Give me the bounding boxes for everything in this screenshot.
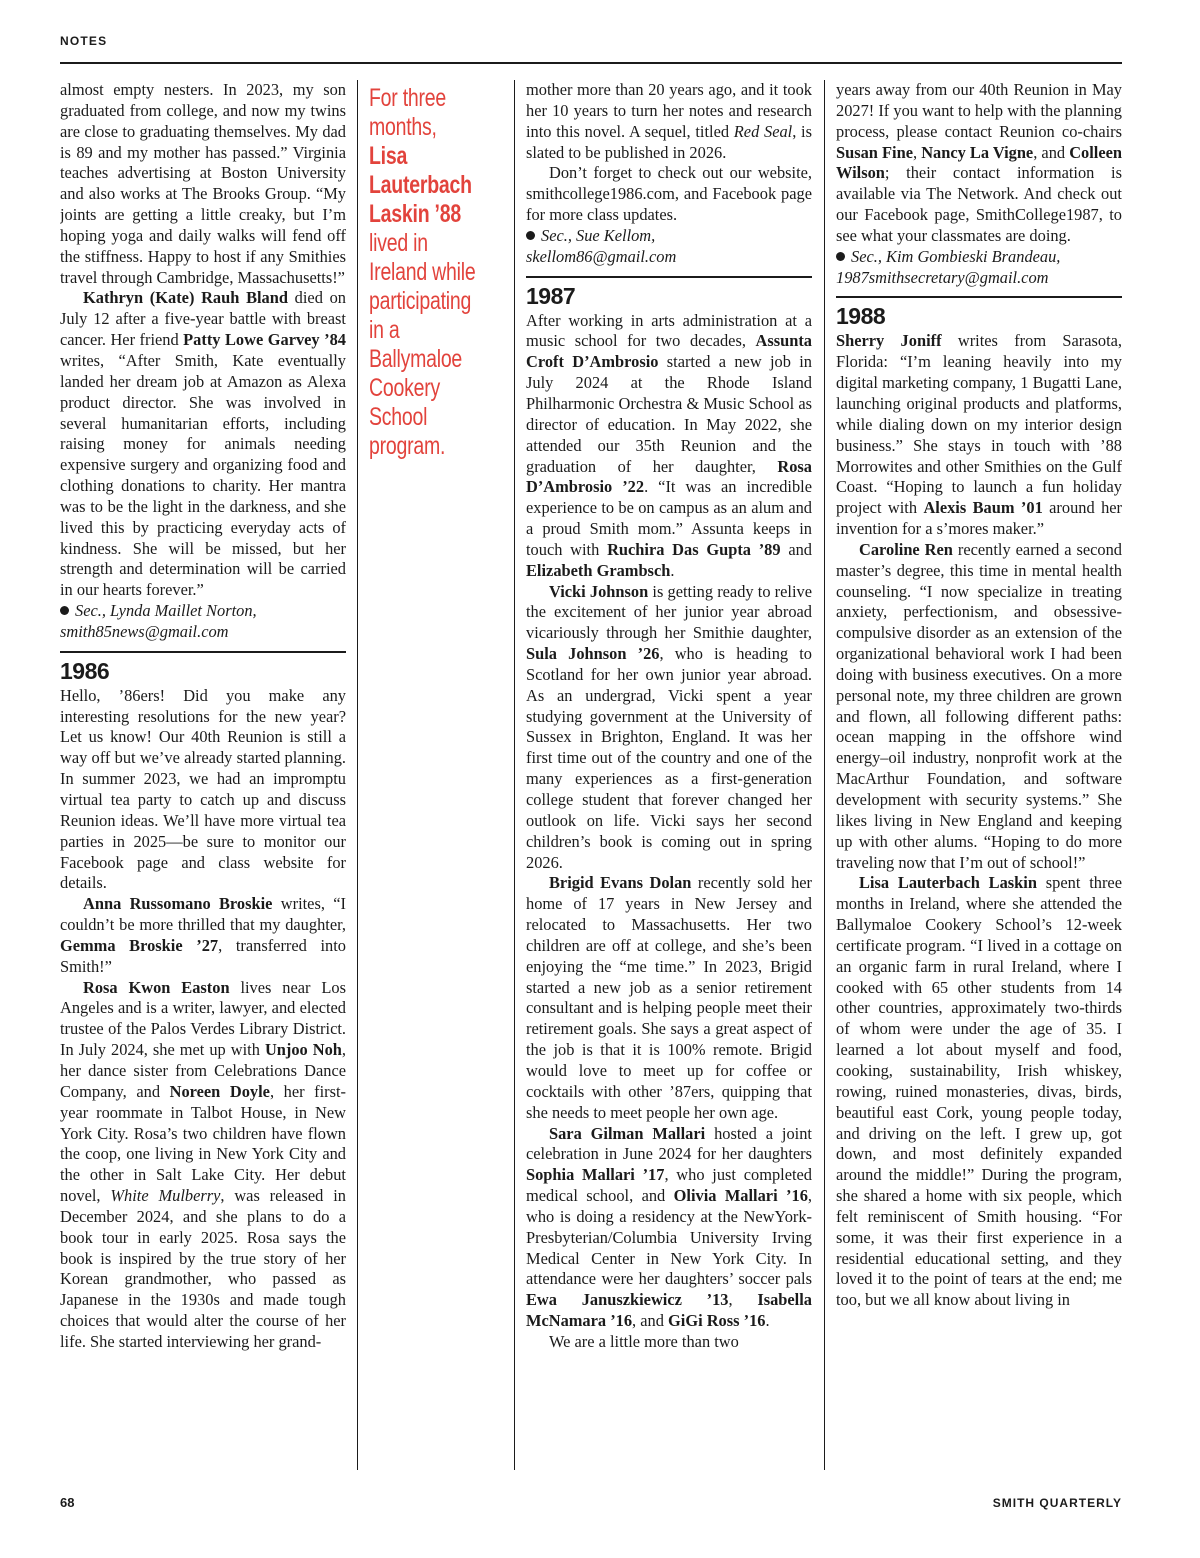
person-name: Rosa Kwon Easton bbox=[83, 977, 230, 997]
section-rule bbox=[60, 651, 346, 653]
paragraph: Hello, ’86ers! Did you make any interesting resolutions for the new year? Let us know! Our 40th Reunion is still a way off but we’ve already started planning. In summer 2023, we had an impromptu virtual tea party to catch up and discuss Reunion ideas. We’ll have more virtual tea parties in 2025—be sure to monitor our Facebook page and class website for details. bbox=[60, 685, 346, 893]
person-name: Alexis Baum ’01 bbox=[923, 498, 1043, 518]
person-name: Ruchira Das Gupta ’89 bbox=[607, 539, 781, 559]
book-title: Red Seal bbox=[733, 121, 793, 141]
text-run: , bbox=[912, 142, 922, 162]
text-run: mother more than 20 years ago, and it took her 10 years to turn her notes and research into this novel. A sequel, titled bbox=[526, 80, 812, 141]
person-name: Nancy La Vigne bbox=[921, 142, 1034, 162]
top-rule bbox=[60, 62, 1122, 64]
person-name: Sophia Mallari ’17 bbox=[526, 1165, 665, 1185]
paragraph bbox=[526, 80, 812, 163]
paragraph bbox=[526, 311, 812, 582]
paragraph bbox=[526, 582, 812, 874]
text-run: years away from our 40th Reunion in May 2027! If you want to help with the planning process, please contact Reunion co-chairs bbox=[836, 80, 1122, 141]
section-rule bbox=[836, 296, 1122, 298]
paragraph: We are a little more than two bbox=[549, 1331, 739, 1351]
person-name: Gemma Broskie ’27 bbox=[60, 935, 219, 955]
text-run: . bbox=[765, 1311, 770, 1331]
text-run: and bbox=[780, 539, 812, 559]
text-run: writes, “I couldn’t be more thrilled that my daughter, bbox=[60, 894, 346, 935]
column-3 bbox=[526, 80, 812, 1470]
text-run: is getting ready to relive the excitement of her junior year abroad vicariously through her Smithie daughter, bbox=[526, 581, 812, 643]
paragraph bbox=[60, 288, 346, 601]
secretary-name: Sec., Sue Kellom, bbox=[541, 225, 656, 245]
text-run: ; their contact information is available via The Network. And check out our Facebook page, SmithCollege1987, to see what your classmates are doing. bbox=[836, 163, 1122, 245]
text-run: writes, “After Smith, Kate eventually landed her dream job at Amazon as Alexa product director. She was involved in several humanitarian efforts, including raising money for animals needing expensive surgery and organizing food and clothing donations to charity. Her mantra was to be the light in the darkness, and she lived this by practicing everyday acts of kindness. She will be missed, but her strength and determination will be carried in our hearts forever.” bbox=[60, 350, 346, 600]
text-run: around her invention for a s’mores maker.” bbox=[836, 498, 1122, 539]
person-name: Caroline Ren bbox=[859, 539, 953, 559]
paragraph bbox=[60, 978, 346, 1353]
paragraph: Don’t forget to check out our website, smithcollege1986.com, and Facebook page for more class updates. bbox=[526, 163, 812, 225]
bullet-dot-icon bbox=[526, 231, 535, 240]
paragraph bbox=[836, 873, 1122, 1311]
text-run: After working in arts administration at a music school for two decades, bbox=[526, 310, 812, 351]
pull-quote-name: Lisa Lauterbach Laskin ’88 bbox=[369, 142, 472, 228]
text-run: , her first-year roommate in Talbot House, in New York City. Rosa’s two children have flown the coop, one living in New York City and the other in Salt Lake City. Her debut novel, bbox=[60, 1081, 346, 1206]
page-number: 68 bbox=[60, 1495, 75, 1510]
person-name: Rosa D’Ambrosio ’22 bbox=[526, 456, 812, 497]
secretary-name: Sec., Lynda Maillet Norton, bbox=[75, 601, 257, 621]
person-name: Vicki Johnson bbox=[549, 581, 649, 601]
person-name: Sherry Joniff bbox=[836, 331, 942, 351]
text-run: , bbox=[728, 1290, 758, 1310]
class-year-heading: 1986 bbox=[60, 657, 110, 684]
text-run: hosted a joint celebration in June 2024 for her daughters bbox=[526, 1123, 812, 1164]
person-name: Brigid Evans Dolan bbox=[549, 873, 692, 893]
publication-name: SMITH QUARTERLY bbox=[992, 1496, 1122, 1510]
person-name: Olivia Mallari ’16 bbox=[673, 1186, 808, 1206]
secretary-email: 1987smithsecretary@gmail.com bbox=[836, 267, 1049, 287]
person-name: Elizabeth Grambsch bbox=[526, 560, 671, 580]
text-run: , and bbox=[632, 1311, 669, 1331]
person-name: Unjoo Noh bbox=[264, 1040, 342, 1060]
bullet-dot-icon bbox=[60, 606, 69, 615]
text-run: , who is doing a residency at the NewYork-Presbyterian/Columbia University Irving Medical Center in New York City. In attendance were her daughters’ soccer pals bbox=[526, 1186, 812, 1289]
person-name: GiGi Ross ’16 bbox=[668, 1311, 766, 1331]
person-name: Isabella McNamara ’16 bbox=[526, 1290, 812, 1331]
class-secretary-signature bbox=[60, 601, 346, 643]
paragraph bbox=[836, 80, 1122, 247]
secretary-email: smith85news@gmail.com bbox=[60, 621, 229, 641]
person-name: Noreen Doyle bbox=[169, 1081, 270, 1101]
person-name: Sula Johnson ’26 bbox=[526, 644, 660, 664]
text-run: , was released in December 2024, and she plans to do a book tour in early 2025. Rosa says the book is inspired by the true story of her Korean grandmother, who passed as Japanese in the 1930s and made tough choices that would alter the course of her life. She started interviewing her grand- bbox=[60, 1186, 346, 1351]
text-run: . bbox=[670, 560, 675, 580]
text-run: spent three months in Ireland, where she attended the Ballymaloe Cookery School’s 12-week certificate program. “I lived in a cottage on an organic farm in rural Ireland, where I cooked with 65 other students from 14 other countries, approximately two-thirds of whom were under the age of 35. I learned a lot about myself and food, cooking, sustainability, Irish whiskey, rowing, ruined monasteries, divas, birds, beautiful east Cork, young people today, and driving on the left. I grew up, got down, and most definitely expanded around the middle!” During the program, she shared a home with six people, which felt reminiscent of Smith housing. “For some, it was their first experience in a residential educational setting, and they loved it to the point of tears at the end; me too, but we all know about living in bbox=[836, 873, 1122, 1310]
column-divider bbox=[357, 80, 358, 1470]
text-run: recently sold her home of 17 years in New Jersey and relocated to Massachusetts. Her two children are off at college, and she’s been enjoying the “me time.” In 2023, Brigid started a new job as a senior retirement consultant and is helping people meet their retirement goals. She says a great aspect of the job is that it is 100% remote. Brigid would love to meet up for coffee or cocktails with other ’87ers, quipping that she needs to meet people her own age. bbox=[526, 873, 812, 1122]
secretary-name: Sec., Kim Gombieski Brandeau, bbox=[851, 246, 1061, 266]
text-run: writes from Sarasota, Florida: “I’m leaning heavily into my digital marketing company, 1 Bugatti Lane, launching original products and platforms, while dialing down on my interior design business.” She stays in touch with ’88 Morrowites and other Smithies on the Gulf Coast. “Hoping to launch a fun holiday project with bbox=[836, 331, 1122, 518]
class-secretary-signature bbox=[836, 247, 1122, 289]
person-name: Ewa Januszkiewicz ’13 bbox=[526, 1290, 729, 1310]
text-run: , who just completed medical school, and bbox=[526, 1165, 812, 1206]
class-secretary-signature bbox=[526, 226, 812, 268]
person-name: Anna Russomano Broskie bbox=[83, 894, 273, 914]
person-name: Colleen Wilson bbox=[836, 142, 1122, 183]
paragraph bbox=[60, 894, 346, 977]
section-label: NOTES bbox=[60, 34, 108, 48]
text-run: . “It was an incredible experience to be on campus as an alum and a proud Smith mom.” Assunta keeps in touch with bbox=[526, 477, 812, 559]
text-run: , is slated to be published in 2026. bbox=[526, 121, 812, 162]
paragraph bbox=[836, 331, 1122, 539]
paragraph bbox=[526, 873, 812, 1123]
pull-quote-text: For three months, bbox=[369, 84, 447, 141]
book-title: White Mulberry bbox=[110, 1186, 221, 1206]
secretary-email: skellom86@gmail.com bbox=[526, 246, 677, 266]
text-run: started a new job in July 2024 at the Rhode Island Philharmonic Orchestra & Music School as director of education. In May 2022, she attended our 35th Reunion and the graduation of her daughter, bbox=[526, 352, 812, 476]
text-run: died on July 12 after a five-year battle with breast cancer. Her friend bbox=[60, 288, 346, 350]
person-name: Susan Fine bbox=[836, 142, 913, 162]
column-divider bbox=[514, 80, 515, 1470]
column-1 bbox=[60, 80, 346, 1470]
column-divider bbox=[824, 80, 825, 1470]
bullet-dot-icon bbox=[836, 252, 845, 261]
person-name: Patty Lowe Garvey ’84 bbox=[183, 330, 346, 350]
pull-quote-text: lived in Ireland while participating in a Ballymaloe Cookery School program. bbox=[369, 229, 476, 460]
text-run: , who is heading to Scotland for her own junior year abroad. As an undergrad, Vicki spent a year studying government at the University of Sussex in Brighton, England. It was her first time out of the country and one of the many experiences as a first-generation college student that forever changed her outlook on life. Vicki says her second children’s book is coming out in spring 2026. bbox=[526, 644, 812, 872]
pull-quote bbox=[369, 84, 478, 461]
text-run: , transferred into Smith!” bbox=[60, 935, 346, 976]
paragraph bbox=[526, 1124, 812, 1332]
paragraph: almost empty nesters. In 2023, my son graduated from college, and now my twins are close to graduating themselves. My dad is 89 and my mother has passed.” Virginia teaches advertising at Boston University and also works at The Brooks Group. “My joints are getting a little creaky, but I’m hoping yoga and daily walks will fend off the stiffness. Happy to host if any Smithies travel through Cambridge, Massachusetts!” bbox=[60, 80, 346, 287]
text-run: lives near Los Angeles and is a writer, lawyer, and elected trustee of the Palos Verdes Library District. In July 2024, she met up with bbox=[60, 977, 346, 1060]
section-rule bbox=[526, 276, 812, 278]
column-4 bbox=[836, 80, 1122, 1470]
text-run: recently earned a second master’s degree, this time in mental health counseling. “I now specialize in treating anxiety, perfectionism, and obsessive-compulsive disorder as an extension of the organizational behavioral work I had been doing with business executives. On a more personal note, my three children are grown and flown, all following different paths: ocean mapping in the offshore wind energy–oil industry, nonprofit work at the MacArthur Foundation, and software development with security systems.” She likes living in New England and keeping up with other alums. “Hoping to do more traveling now that I’m out of school!” bbox=[836, 539, 1122, 872]
class-year-heading: 1987 bbox=[526, 282, 576, 309]
person-name: Lisa Lauterbach Laskin bbox=[859, 873, 1037, 893]
person-name: Kathryn (Kate) Rauh Bland bbox=[83, 288, 288, 308]
person-name: Sara Gilman Mallari bbox=[549, 1123, 706, 1143]
text-run: , and bbox=[1033, 142, 1070, 162]
class-year-heading: 1988 bbox=[836, 303, 886, 330]
text-run: , her dance sister from Celebrations Dance Company, and bbox=[60, 1040, 346, 1101]
paragraph bbox=[836, 540, 1122, 874]
person-name: Assunta Croft D’Ambrosio bbox=[526, 331, 812, 372]
